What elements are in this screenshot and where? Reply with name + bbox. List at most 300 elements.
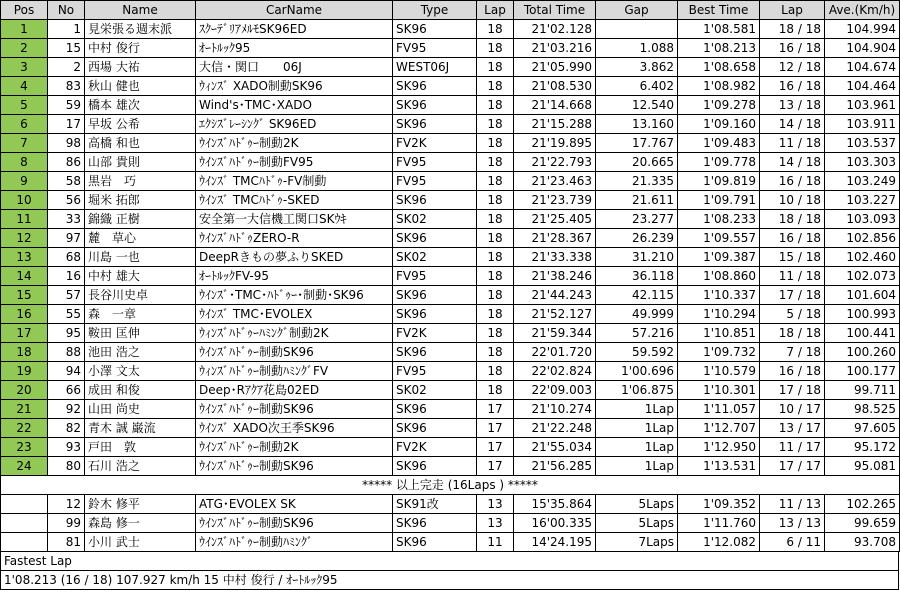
cell-no: 33	[48, 210, 85, 229]
cell-gap: 1'06.875	[596, 381, 678, 400]
cell-best: 1'10.294	[678, 305, 760, 324]
cell-pos: 10	[1, 191, 48, 210]
cell-car: Wind's･TMC･XADO	[196, 96, 393, 115]
cell-type: FV95	[393, 267, 477, 286]
cell-no: 88	[48, 343, 85, 362]
table-row	[1, 172, 900, 191]
cell-ave: 104.994	[825, 20, 900, 39]
cell-total: 21'23.739	[514, 191, 596, 210]
cell-ave: 98.525	[825, 400, 900, 419]
cell-lap: 18	[477, 172, 514, 191]
cell-no: 59	[48, 96, 85, 115]
cell-type: SK96	[393, 191, 477, 210]
cell-no: 80	[48, 457, 85, 476]
cell-name: 高橋 和也	[85, 134, 196, 153]
cell-pos: 12	[1, 229, 48, 248]
cell-pos: 5	[1, 96, 48, 115]
cell-ave: 99.711	[825, 381, 900, 400]
cell-best: 1'08.982	[678, 77, 760, 96]
cell-total: 16'00.335	[514, 514, 596, 533]
table-row	[1, 343, 900, 362]
cell-name: 錦織 正樹	[85, 210, 196, 229]
column-header-car: CarName	[196, 1, 393, 20]
cell-name: 鈴木 修平	[85, 495, 196, 514]
cell-car: ｳｨﾝｽﾞﾊﾄﾞｩｰﾊﾐﾝｸﾞ制動2K	[196, 324, 393, 343]
cell-pos: 7	[1, 134, 48, 153]
cell-total: 21'14.668	[514, 96, 596, 115]
cell-car: ｳｲﾝｽﾞﾊﾄﾞｩｰ制動2K	[196, 134, 393, 153]
cell-bestlap: 17 / 18	[760, 286, 825, 305]
cell-type: SK96	[393, 115, 477, 134]
cell-bestlap: 18 / 18	[760, 324, 825, 343]
cell-name: 長谷川史卓	[85, 286, 196, 305]
table-row	[1, 58, 900, 77]
table-row	[1, 495, 900, 514]
cell-gap: 1'00.696	[596, 362, 678, 381]
cell-type: SK02	[393, 210, 477, 229]
cell-pos: 13	[1, 248, 48, 267]
cell-car: ｳｨﾝｽﾞ XADO制動SK96	[196, 77, 393, 96]
cell-pos: 3	[1, 58, 48, 77]
cell-ave: 103.911	[825, 115, 900, 134]
cell-name: 中村 俊行	[85, 39, 196, 58]
cell-car: 大信・関口 06J	[196, 58, 393, 77]
cell-name: 森島 修一	[85, 514, 196, 533]
cell-gap: 21.611	[596, 191, 678, 210]
finishers-separator-row	[1, 476, 900, 495]
table-row	[1, 305, 900, 324]
cell-type: SK91改	[393, 495, 477, 514]
cell-car: ｽｸｰﾃﾞﾘｱﾒﾙﾓSK96ED	[196, 20, 393, 39]
cell-lap: 18	[477, 96, 514, 115]
table-row	[1, 419, 900, 438]
fastest-lap-panel	[0, 552, 899, 590]
cell-pos: 17	[1, 324, 48, 343]
table-row	[1, 153, 900, 172]
cell-best: 1'09.732	[678, 343, 760, 362]
cell-car: ATG･EVOLEX SK	[196, 495, 393, 514]
cell-type: SK96	[393, 77, 477, 96]
cell-bestlap: 17 / 17	[760, 457, 825, 476]
cell-total: 21'38.246	[514, 267, 596, 286]
cell-lap: 18	[477, 77, 514, 96]
cell-ave: 100.441	[825, 324, 900, 343]
cell-total: 21'05.990	[514, 58, 596, 77]
cell-total: 21'03.216	[514, 39, 596, 58]
column-header-no: No	[48, 1, 85, 20]
fastest-lap-title: Fastest Lap	[1, 552, 898, 571]
cell-car: ｳｲﾝｽﾞ TMCﾊﾄﾞｩ-SKED	[196, 191, 393, 210]
cell-name: 森 一章	[85, 305, 196, 324]
cell-type: SK96	[393, 20, 477, 39]
cell-best: 1'09.557	[678, 229, 760, 248]
cell-name: 青木 誠 巌流	[85, 419, 196, 438]
cell-best: 1'08.213	[678, 39, 760, 58]
table-row	[1, 229, 900, 248]
cell-total: 21'23.463	[514, 172, 596, 191]
cell-gap: 1Lap	[596, 457, 678, 476]
cell-gap: 7Laps	[596, 533, 678, 552]
cell-total: 22'02.824	[514, 362, 596, 381]
cell-car: ｵｰﾄﾙｯｸFV-95	[196, 267, 393, 286]
column-header-type: Type	[393, 1, 477, 20]
cell-name: 成田 和俊	[85, 381, 196, 400]
cell-name: 堀米 拓郎	[85, 191, 196, 210]
cell-type: FV95	[393, 153, 477, 172]
cell-no: 99	[48, 514, 85, 533]
cell-pos	[1, 533, 48, 552]
cell-type: SK96	[393, 533, 477, 552]
cell-total: 21'22.248	[514, 419, 596, 438]
cell-car: 安全第一大信機工関口SKｳｷ	[196, 210, 393, 229]
cell-gap: 36.118	[596, 267, 678, 286]
cell-gap: 1.088	[596, 39, 678, 58]
cell-bestlap: 18 / 18	[760, 210, 825, 229]
cell-bestlap: 11 / 17	[760, 438, 825, 457]
cell-no: 94	[48, 362, 85, 381]
cell-no: 86	[48, 153, 85, 172]
cell-ave: 100.993	[825, 305, 900, 324]
cell-total: 21'44.243	[514, 286, 596, 305]
cell-type: FV2K	[393, 324, 477, 343]
cell-gap: 5Laps	[596, 495, 678, 514]
cell-lap: 17	[477, 438, 514, 457]
cell-best: 1'10.301	[678, 381, 760, 400]
cell-pos: 22	[1, 419, 48, 438]
cell-gap: 31.210	[596, 248, 678, 267]
cell-name: 池田 浩之	[85, 343, 196, 362]
cell-bestlap: 13 / 13	[760, 514, 825, 533]
table-row	[1, 438, 900, 457]
cell-name: 中村 雄大	[85, 267, 196, 286]
column-header-bestlap: Lap	[760, 1, 825, 20]
cell-no: 66	[48, 381, 85, 400]
cell-no: 56	[48, 191, 85, 210]
cell-bestlap: 14 / 18	[760, 153, 825, 172]
cell-gap: 26.239	[596, 229, 678, 248]
cell-type: SK96	[393, 286, 477, 305]
cell-total: 22'01.720	[514, 343, 596, 362]
cell-lap: 18	[477, 381, 514, 400]
cell-bestlap: 16 / 18	[760, 362, 825, 381]
cell-car: Deep･Rｱｸｱ花島02ED	[196, 381, 393, 400]
cell-name: 黒岩 巧	[85, 172, 196, 191]
cell-lap: 18	[477, 115, 514, 134]
cell-type: FV95	[393, 39, 477, 58]
cell-bestlap: 16 / 18	[760, 77, 825, 96]
cell-lap: 18	[477, 191, 514, 210]
cell-ave: 104.674	[825, 58, 900, 77]
cell-bestlap: 16 / 18	[760, 172, 825, 191]
cell-total: 21'28.367	[514, 229, 596, 248]
cell-best: 1'13.531	[678, 457, 760, 476]
cell-pos: 19	[1, 362, 48, 381]
cell-total: 21'22.793	[514, 153, 596, 172]
cell-pos: 6	[1, 115, 48, 134]
cell-lap: 18	[477, 305, 514, 324]
cell-name: 山田 尚史	[85, 400, 196, 419]
table-row	[1, 533, 900, 552]
cell-car: ｳｲﾝｽﾞ TMC･EVOLEX	[196, 305, 393, 324]
cell-bestlap: 13 / 17	[760, 419, 825, 438]
table-row	[1, 191, 900, 210]
cell-ave: 102.265	[825, 495, 900, 514]
table-row	[1, 96, 900, 115]
cell-type: FV95	[393, 362, 477, 381]
cell-type: SK96	[393, 400, 477, 419]
cell-type: SK96	[393, 514, 477, 533]
cell-bestlap: 16 / 18	[760, 39, 825, 58]
cell-name: 小澤 文太	[85, 362, 196, 381]
cell-name: 西場 大祐	[85, 58, 196, 77]
cell-pos: 20	[1, 381, 48, 400]
cell-car: ｳｲﾝｽﾞﾊﾄﾞｩｰ制動ﾊﾐﾝｸﾞ	[196, 533, 393, 552]
cell-car: ｳｲﾝｽﾞﾊﾄﾞｩZERO-R	[196, 229, 393, 248]
results-body	[1, 20, 900, 552]
cell-ave: 103.249	[825, 172, 900, 191]
cell-lap: 13	[477, 514, 514, 533]
cell-name: 鞍田 匡伸	[85, 324, 196, 343]
column-header-gap: Gap	[596, 1, 678, 20]
fastest-lap-detail: 1'08.213 (16 / 18) 107.927 km/h 15 中村 俊行 / ｵｰﾄﾙｯｸ95	[4, 573, 338, 587]
table-row	[1, 115, 900, 134]
cell-name: 見栄張る週末派	[85, 20, 196, 39]
cell-best: 1'12.707	[678, 419, 760, 438]
cell-best: 1'08.233	[678, 210, 760, 229]
cell-car: ｳｲﾝｽﾞ TMCﾊﾄﾞｩ-FV制動	[196, 172, 393, 191]
cell-car: ｳｲﾝｽﾞﾊﾄﾞｩｰ制動FV95	[196, 153, 393, 172]
cell-gap: 17.767	[596, 134, 678, 153]
cell-pos: 1	[1, 20, 48, 39]
cell-no: 15	[48, 39, 85, 58]
cell-no: 93	[48, 438, 85, 457]
cell-gap: 23.277	[596, 210, 678, 229]
cell-type: WEST06J	[393, 58, 477, 77]
cell-gap	[596, 20, 678, 39]
cell-type: SK96	[393, 457, 477, 476]
cell-total: 21'02.128	[514, 20, 596, 39]
cell-ave: 99.659	[825, 514, 900, 533]
cell-ave: 97.605	[825, 419, 900, 438]
cell-lap: 18	[477, 229, 514, 248]
cell-lap: 18	[477, 267, 514, 286]
cell-ave: 104.904	[825, 39, 900, 58]
finishers-separator: ***** 以上完走 (16Laps ) *****	[1, 476, 900, 495]
table-row	[1, 248, 900, 267]
cell-pos: 24	[1, 457, 48, 476]
cell-lap: 18	[477, 134, 514, 153]
cell-total: 22'09.003	[514, 381, 596, 400]
cell-total: 21'33.338	[514, 248, 596, 267]
table-row	[1, 134, 900, 153]
cell-name: 小川 武士	[85, 533, 196, 552]
cell-car: ｵｰﾄﾙｯｸ95	[196, 39, 393, 58]
cell-bestlap: 10 / 18	[760, 191, 825, 210]
cell-name: 秋山 健也	[85, 77, 196, 96]
cell-total: 15'35.864	[514, 495, 596, 514]
cell-bestlap: 10 / 17	[760, 400, 825, 419]
cell-best: 1'10.851	[678, 324, 760, 343]
cell-pos: 11	[1, 210, 48, 229]
cell-car: ｳｲﾝｽﾞ･TMC･ﾊﾄﾞｩｰ･制動･SK96	[196, 286, 393, 305]
cell-gap: 20.665	[596, 153, 678, 172]
cell-lap: 18	[477, 210, 514, 229]
cell-no: 98	[48, 134, 85, 153]
cell-no: 82	[48, 419, 85, 438]
cell-no: 81	[48, 533, 85, 552]
cell-no: 12	[48, 495, 85, 514]
column-header-total: Total Time	[514, 1, 596, 20]
table-row	[1, 362, 900, 381]
cell-lap: 18	[477, 362, 514, 381]
cell-total: 21'25.405	[514, 210, 596, 229]
cell-gap: 6.402	[596, 77, 678, 96]
cell-total: 21'19.895	[514, 134, 596, 153]
cell-pos	[1, 514, 48, 533]
cell-best: 1'10.337	[678, 286, 760, 305]
cell-no: 2	[48, 58, 85, 77]
cell-best: 1'12.950	[678, 438, 760, 457]
table-row	[1, 267, 900, 286]
cell-car: ｳｲﾝｽﾞﾊﾄﾞｩｰ制動SK96	[196, 457, 393, 476]
cell-total: 21'52.127	[514, 305, 596, 324]
cell-best: 1'09.278	[678, 96, 760, 115]
cell-ave: 100.260	[825, 343, 900, 362]
cell-best: 1'10.579	[678, 362, 760, 381]
cell-best: 1'09.483	[678, 134, 760, 153]
cell-pos	[1, 495, 48, 514]
cell-no: 55	[48, 305, 85, 324]
table-row	[1, 39, 900, 58]
cell-ave: 103.537	[825, 134, 900, 153]
cell-type: SK96	[393, 419, 477, 438]
cell-type: SK02	[393, 248, 477, 267]
cell-best: 1'11.760	[678, 514, 760, 533]
cell-type: SK96	[393, 96, 477, 115]
cell-bestlap: 5 / 18	[760, 305, 825, 324]
cell-best: 1'08.860	[678, 267, 760, 286]
cell-bestlap: 7 / 18	[760, 343, 825, 362]
cell-type: FV2K	[393, 134, 477, 153]
cell-bestlap: 17 / 18	[760, 381, 825, 400]
cell-ave: 103.961	[825, 96, 900, 115]
cell-no: 95	[48, 324, 85, 343]
cell-ave: 101.604	[825, 286, 900, 305]
cell-total: 21'55.034	[514, 438, 596, 457]
cell-pos: 14	[1, 267, 48, 286]
cell-total: 14'24.195	[514, 533, 596, 552]
column-header-best: Best Time	[678, 1, 760, 20]
cell-gap: 13.160	[596, 115, 678, 134]
cell-gap: 5Laps	[596, 514, 678, 533]
cell-no: 17	[48, 115, 85, 134]
column-header-pos: Pos	[1, 1, 48, 20]
cell-type: SK96	[393, 305, 477, 324]
cell-name: 戸田 敦	[85, 438, 196, 457]
table-row	[1, 400, 900, 419]
cell-car: DeepRきもの夢ふりSKED	[196, 248, 393, 267]
table-row	[1, 457, 900, 476]
cell-bestlap: 13 / 18	[760, 96, 825, 115]
cell-name: 山部 貴則	[85, 153, 196, 172]
cell-pos: 4	[1, 77, 48, 96]
cell-type: SK02	[393, 381, 477, 400]
cell-total: 21'10.274	[514, 400, 596, 419]
cell-bestlap: 11 / 13	[760, 495, 825, 514]
cell-type: FV95	[393, 172, 477, 191]
cell-name: 麓 草心	[85, 229, 196, 248]
cell-lap: 18	[477, 248, 514, 267]
header-row	[1, 1, 900, 20]
cell-no: 83	[48, 77, 85, 96]
cell-lap: 18	[477, 20, 514, 39]
cell-total: 21'56.285	[514, 457, 596, 476]
cell-name: 石川 浩之	[85, 457, 196, 476]
cell-car: ｳｲﾝｽﾞﾊﾄﾞｩｰ制動SK96	[196, 400, 393, 419]
cell-ave: 103.227	[825, 191, 900, 210]
cell-lap: 17	[477, 457, 514, 476]
cell-type: SK96	[393, 343, 477, 362]
cell-name: 橋本 雄次	[85, 96, 196, 115]
cell-lap: 18	[477, 153, 514, 172]
cell-pos: 16	[1, 305, 48, 324]
cell-ave: 102.856	[825, 229, 900, 248]
cell-lap: 18	[477, 58, 514, 77]
cell-lap: 18	[477, 39, 514, 58]
cell-type: FV2K	[393, 438, 477, 457]
cell-ave: 103.303	[825, 153, 900, 172]
cell-lap: 17	[477, 400, 514, 419]
table-row	[1, 20, 900, 39]
cell-pos: 9	[1, 172, 48, 191]
cell-bestlap: 16 / 18	[760, 229, 825, 248]
column-header-lap: Lap	[477, 1, 514, 20]
cell-no: 58	[48, 172, 85, 191]
cell-best: 1'09.387	[678, 248, 760, 267]
cell-car: ｳｲﾝｽﾞﾊﾄﾞｩｰ制動2K	[196, 438, 393, 457]
cell-lap: 11	[477, 533, 514, 552]
cell-lap: 17	[477, 419, 514, 438]
cell-lap: 13	[477, 495, 514, 514]
cell-gap: 1Lap	[596, 419, 678, 438]
cell-type: SK96	[393, 229, 477, 248]
cell-ave: 102.073	[825, 267, 900, 286]
cell-best: 1'12.082	[678, 533, 760, 552]
cell-no: 68	[48, 248, 85, 267]
cell-best: 1'08.581	[678, 20, 760, 39]
cell-total: 21'59.344	[514, 324, 596, 343]
cell-pos: 18	[1, 343, 48, 362]
cell-gap: 1Lap	[596, 438, 678, 457]
cell-no: 16	[48, 267, 85, 286]
cell-no: 92	[48, 400, 85, 419]
cell-car: ｳｲﾝｽﾞ XADO次王季SK96	[196, 419, 393, 438]
cell-ave: 95.172	[825, 438, 900, 457]
column-header-ave: Ave.(Km/h)	[825, 1, 900, 20]
cell-no: 57	[48, 286, 85, 305]
table-row	[1, 210, 900, 229]
table-row	[1, 286, 900, 305]
cell-gap: 12.540	[596, 96, 678, 115]
table-row	[1, 324, 900, 343]
cell-ave: 95.081	[825, 457, 900, 476]
cell-bestlap: 12 / 18	[760, 58, 825, 77]
cell-total: 21'15.288	[514, 115, 596, 134]
cell-bestlap: 15 / 18	[760, 248, 825, 267]
cell-total: 21'08.530	[514, 77, 596, 96]
cell-bestlap: 11 / 18	[760, 134, 825, 153]
cell-gap: 59.592	[596, 343, 678, 362]
